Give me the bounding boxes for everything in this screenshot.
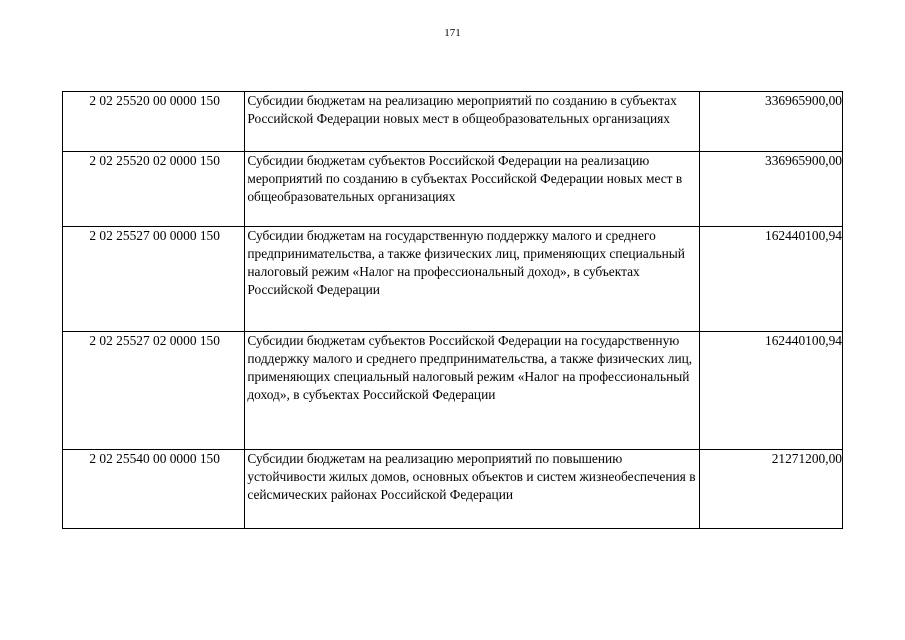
- table-row: [63, 152, 843, 227]
- amount-cell: 336965900,00: [699, 92, 842, 152]
- page-number: 171: [444, 27, 461, 39]
- table-row: [63, 450, 843, 529]
- amount-cell: 336965900,00: [699, 152, 842, 227]
- table-row: [63, 227, 843, 332]
- budget-code-cell: 2 02 25540 00 0000 150: [63, 450, 245, 529]
- description-cell: Субсидии бюджетам на государственную поддержку малого и среднего предпринимательства, а также физических лиц, применяющих специальный налоговый режим «Налог на профессиональный доход», в субъектах Российской Федерации: [245, 227, 699, 332]
- amount-cell: 21271200,00: [699, 450, 842, 529]
- budget-code-cell: 2 02 25527 02 0000 150: [63, 332, 245, 450]
- description-cell: Субсидии бюджетам субъектов Российской Федерации на реализацию мероприятий по созданию в субъектах Российской Федерации новых мест в общеобразовательных организациях: [245, 152, 699, 227]
- amount-cell: 162440100,94: [699, 332, 842, 450]
- budget-code-cell: 2 02 25520 00 0000 150: [63, 92, 245, 152]
- amount-cell: 162440100,94: [699, 227, 842, 332]
- budget-code-cell: 2 02 25520 02 0000 150: [63, 152, 245, 227]
- description-cell: Субсидии бюджетам субъектов Российской Федерации на государственную поддержку малого и среднего предпринимательства, а также физических лиц, применяющих специальный налоговый режим «Налог на профессиональный доход», в субъектах Российской Федерации: [245, 332, 699, 450]
- budget-revenue-table: [62, 91, 843, 529]
- table-row: [63, 92, 843, 152]
- table-row: [63, 332, 843, 450]
- description-cell: Субсидии бюджетам на реализацию мероприятий по повышению устойчивости жилых домов, основных объектов и систем жизнеобеспечения в сейсмических районах Российской Федерации: [245, 450, 699, 529]
- budget-code-cell: 2 02 25527 00 0000 150: [63, 227, 245, 332]
- description-cell: Субсидии бюджетам на реализацию мероприятий по созданию в субъектах Российской Федерации новых мест в общеобразовательных организациях: [245, 92, 699, 152]
